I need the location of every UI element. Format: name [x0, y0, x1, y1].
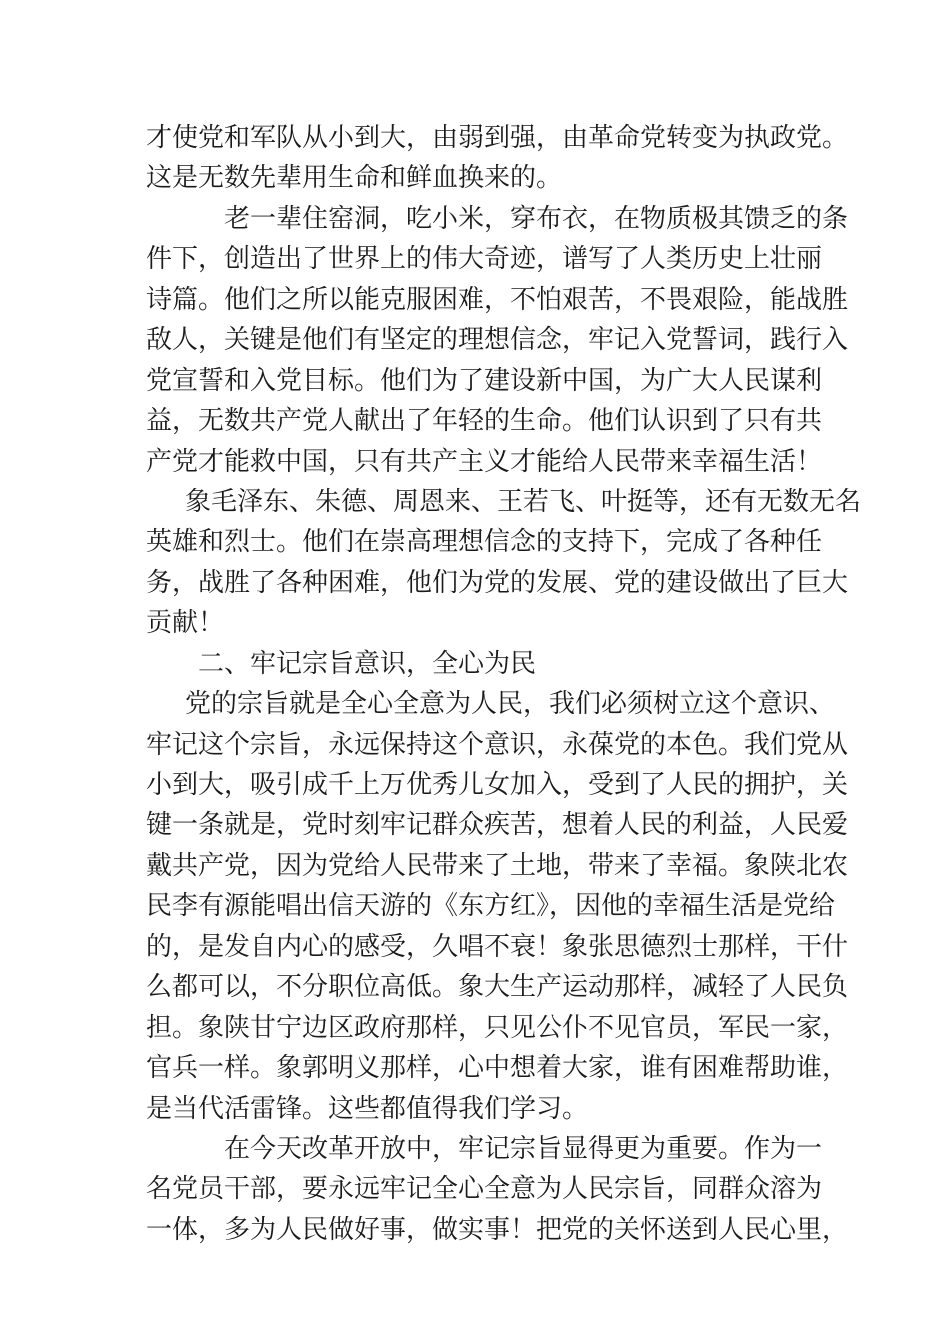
text-line-27: 名党员干部，要永远牢记全心全意为人民宗旨，同群众溶为: [146, 1174, 823, 1205]
text-line-12: 务，战胜了各种困难，他们为党的发展、党的建设做出了巨大: [146, 567, 849, 598]
text-line-13: 贡献！: [146, 608, 225, 639]
text-line-22: 么都可以，不分职位高低。象大生产运动那样，减轻了人民负: [146, 972, 849, 1003]
text-line-1: 才使党和军队从小到大，由弱到强，由革命党转变为执政党。: [146, 123, 849, 153]
text-line-15: 党的宗旨就是全心全意为人民，我们必须树立这个意识、: [185, 689, 836, 720]
text-line-26: 在今天改革开放中，牢记宗旨显得更为重要。作为一: [224, 1133, 823, 1164]
text-line-4: 件下，创造出了世界上的伟大奇迹，谱写了人类历史上壮丽: [146, 244, 823, 275]
text-line-11: 英雄和烈士。他们在崇高理想信念的支持下，完成了各种任: [146, 527, 823, 558]
text-line-18: 键一条就是，党时刻牢记群众疾苦，想着人民的利益，人民爱: [146, 810, 849, 841]
text-line-21: 的，是发自内心的感受，久唱不衰！象张思德烈士那样，干什: [146, 931, 849, 962]
text-line-16: 牢记这个宗旨，永远保持这个意识，永葆党的本色。我们党从: [146, 729, 849, 760]
text-line-5: 诗篇。他们之所以能克服困难，不怕艰苦，不畏艰险，能战胜: [146, 284, 849, 315]
text-line-9: 产党才能救中国，只有共产主义才能给人民带来幸福生活！: [146, 446, 823, 477]
text-line-7: 党宣誓和入党目标。他们为了建设新中国，为广大人民谋利: [146, 365, 823, 396]
text-line-19: 戴共产党，因为党给人民带来了土地，带来了幸福。象陕北农: [146, 850, 849, 881]
text-line-24: 官兵一样。象郭明义那样，心中想着大家，谁有困难帮助谁，: [146, 1053, 849, 1084]
text-line-6: 敌人，关键是他们有坚定的理想信念，牢记入党誓词，践行入: [146, 325, 849, 356]
text-line-25: 是当代活雷锋。这些都值得我们学习。: [146, 1093, 589, 1124]
text-line-20: 民李有源能唱出信天游的《东方红》，因他的幸福生活是党给: [146, 891, 836, 922]
text-line-10: 象毛泽东、朱德、周恩来、王若飞、叶挺等，还有无数无名: [185, 486, 862, 517]
text-line-3: 老一辈住窑洞，吃小米，穿布衣，在物质极其馈乏的条: [224, 203, 849, 234]
document-page: [146, 118, 862, 1250]
text-line-8: 益，无数共产党人献出了年轻的生命。他们认识到了只有共: [146, 406, 823, 437]
text-line-23: 担。象陕甘宁边区政府那样，只见公仆不见官员，军民一家，: [146, 1012, 849, 1043]
section-heading: 二、牢记宗旨意识，全心为民: [198, 648, 537, 679]
text-line-28: 一体，多为人民做好事，做实事！把党的关怀送到人民心里，: [146, 1214, 849, 1245]
text-line-2: 这是无数先辈用生命和鲜血换来的。: [146, 163, 563, 194]
text-line-17: 小到大，吸引成千上万优秀儿女加入，受到了人民的拥护，关: [146, 770, 849, 800]
